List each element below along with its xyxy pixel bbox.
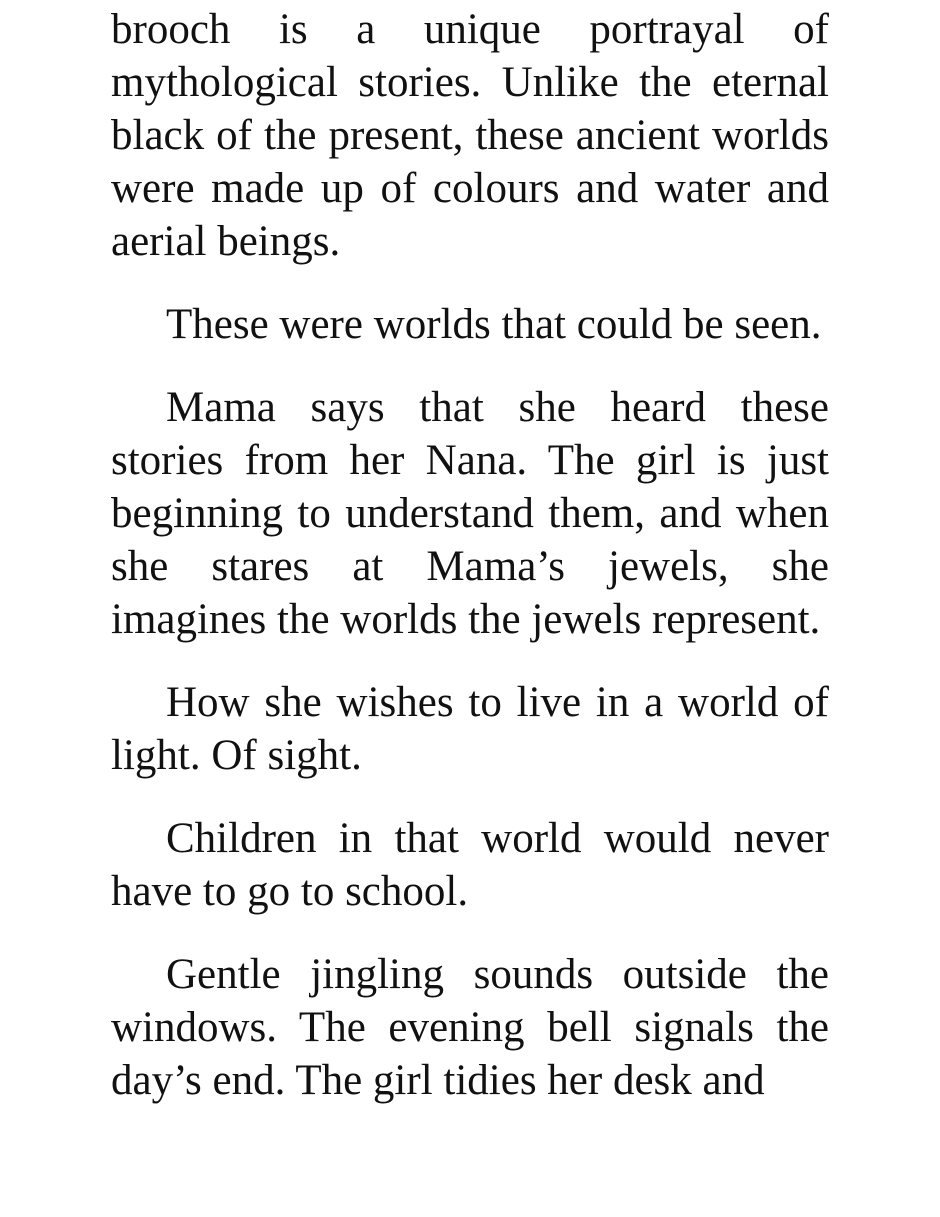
paragraph-mama-stories: Mama says that she heard these stories from her Nana. The girl is just beginning to understand them, and when she stares at Mama’s jewels, she imagines the worlds the jewels represent. [111,384,829,643]
document-page [111,3,829,1137]
paragraph-children-school: Children in that world would never have to go to school. [111,815,829,915]
paragraph-brooch-continued: brooch is a unique portrayal of mythological stories. Unlike the eternal black of the present, these ancient worlds were made up of colours and water and aerial beings. [111,6,829,265]
paragraph-world-of-light: How she wishes to live in a world of light. Of sight. [111,679,829,779]
paragraph-evening-bell: Gentle jingling sounds outside the windows. The evening bell signals the day’s end. The girl tidies her desk and [111,951,829,1104]
paragraph-worlds-seen: These were worlds that could be seen. [166,301,822,348]
